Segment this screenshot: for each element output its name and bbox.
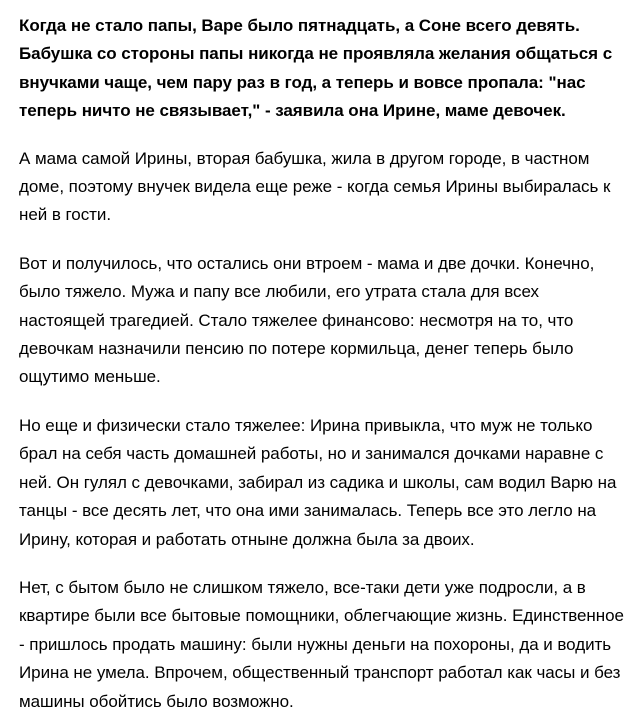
article-paragraph: Но еще и физически стало тяжелее: Ирина привыкла, что муж не только брал на себя часть домашней работы, но и занимался дочками наравне с ней. Он гулял с девочками, забирал из садика и школы, сам водил Варю на танцы - все десять лет, что она ими занималась. Теперь все это легло на Ирину, которая и работать отныне должна была за двоих.: [19, 415, 617, 549]
article-paragraph: Нет, с бытом было не слишком тяжело, все-таки дети уже подросли, а в квартире были все бытовые помощники, облегчающие жизнь. Единственное - пришлось продать машину: были нужны деньги на похороны, да и водить Ирина не умела. Впрочем, общественный транспорт работал как часы и без машины обойтись было возможно.: [19, 577, 624, 711]
article-paragraph: Вот и получилось, что остались они втроем - мама и две дочки. Конечно, было тяжело. Мужа и папу все любили, его утрата стала для всех настоящей трагедией. Стало тяжелее финансово: несмотря на то, что девочкам назначили пенсию по потере кормильца, денег теперь было ощутимо меньше.: [19, 253, 595, 387]
article-body: [19, 12, 625, 716]
article-paragraph-lead: Когда не стало папы, Варе было пятнадцать, а Соне всего девять. Бабушка со стороны папы никогда не проявляла желания общаться с внучками чаще, чем пару раз в год, а теперь и вовсе пропала: "нас теперь ничто не связывает," - заявила она Ирине, маме девочек.: [19, 16, 613, 121]
article-paragraph: А мама самой Ирины, вторая бабушка, жила в другом городе, в частном доме, поэтому внучек видела еще реже - когда семья Ирины выбиралась к ней в гости.: [19, 148, 611, 225]
